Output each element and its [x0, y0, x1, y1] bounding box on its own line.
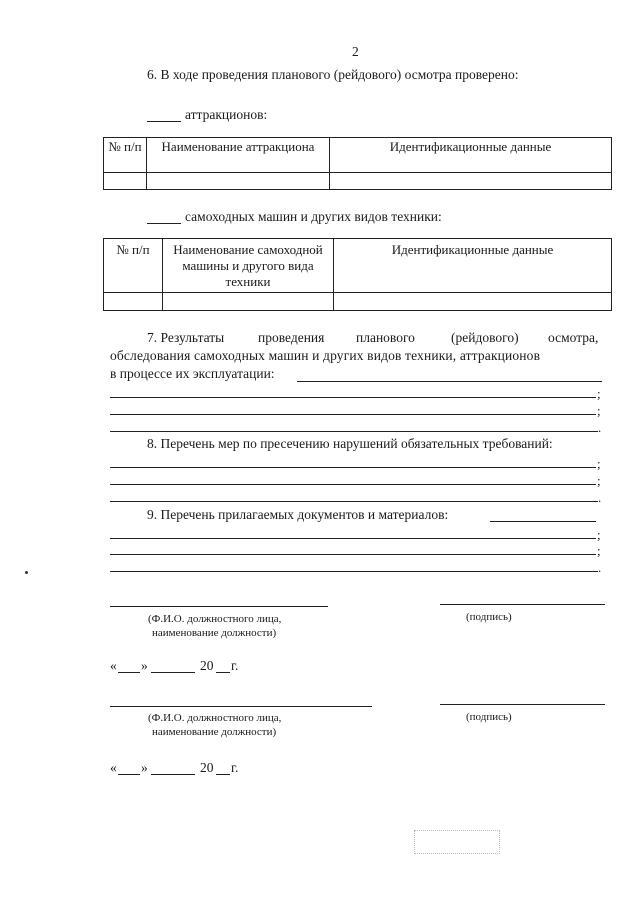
- table-cell[interactable]: [330, 173, 612, 190]
- signature-line[interactable]: [440, 704, 605, 705]
- section-7-word-2: проведения: [258, 330, 325, 345]
- semicolon: ;: [597, 543, 601, 558]
- date-year-blank[interactable]: [216, 774, 230, 775]
- date-year-prefix: 20: [200, 658, 214, 673]
- date-month-blank[interactable]: [151, 672, 195, 673]
- page-number: 2: [352, 44, 359, 59]
- date-year-blank[interactable]: [216, 672, 230, 673]
- attractions-label: аттракционов:: [185, 107, 268, 122]
- period: .: [598, 420, 602, 435]
- table-header-id-data: Идентификационные данные: [330, 138, 612, 173]
- machines-label: самоходных машин и других видов техники:: [185, 209, 442, 224]
- measures-input-line[interactable]: [110, 484, 596, 485]
- date-open-quote: «: [110, 760, 117, 775]
- fio-line[interactable]: [110, 706, 372, 707]
- date-year-suffix: г.: [231, 658, 239, 673]
- machines-count-blank[interactable]: [147, 223, 181, 224]
- attractions-table: [103, 137, 612, 190]
- semicolon: ;: [597, 456, 601, 471]
- date-close-quote: »: [141, 658, 148, 673]
- signature-line[interactable]: [440, 604, 605, 605]
- measures-input-line[interactable]: [110, 501, 598, 502]
- signature-label: (подпись): [466, 611, 512, 623]
- section-9-heading: 9. Перечень прилагаемых документов и материалов:: [147, 507, 449, 522]
- fio-line[interactable]: [110, 606, 328, 607]
- period: .: [598, 560, 602, 575]
- table-cell[interactable]: [147, 173, 330, 190]
- table-header-name: Наименование самоходной машины и другого вида техники: [163, 239, 334, 293]
- table-cell[interactable]: [334, 293, 612, 311]
- position-label: наименование должности): [152, 726, 277, 738]
- table-cell[interactable]: [104, 173, 147, 190]
- section-7-word-4: (рейдового): [451, 330, 519, 345]
- table-cell[interactable]: [104, 293, 163, 311]
- date-month-blank[interactable]: [151, 774, 195, 775]
- date-open-quote: «: [110, 658, 117, 673]
- date-day-blank[interactable]: [118, 774, 140, 775]
- faint-stamp: [414, 830, 500, 854]
- section-7-word-5: осмотра,: [548, 330, 599, 345]
- documents-input-line[interactable]: [110, 538, 596, 539]
- date-year-suffix: г.: [231, 760, 239, 775]
- section-7-line-2: обследования самоходных машин и других видов техники, аттракционов: [110, 348, 541, 363]
- results-input-line[interactable]: [110, 414, 596, 415]
- section-8-heading: 8. Перечень мер по пресечению нарушений обязательных требований:: [147, 436, 553, 451]
- semicolon: ;: [597, 473, 601, 488]
- period: .: [598, 490, 602, 505]
- signature-label: (подпись): [466, 711, 512, 723]
- date-year-prefix: 20: [200, 760, 214, 775]
- semicolon: ;: [597, 403, 601, 418]
- table-header-num: № п/п: [104, 138, 147, 173]
- date-day-blank[interactable]: [118, 672, 140, 673]
- results-input-line[interactable]: [297, 381, 602, 382]
- fio-label: (Ф.И.О. должностного лица,: [148, 613, 282, 625]
- semicolon: ;: [597, 386, 601, 401]
- results-input-line[interactable]: [110, 397, 596, 398]
- measures-input-line[interactable]: [110, 467, 596, 468]
- section-7-line-3: в процессе их эксплуатации:: [110, 366, 275, 381]
- section-7-word-1: 7. Результаты: [147, 330, 225, 345]
- scan-mark: [25, 571, 28, 574]
- machines-table: [103, 238, 612, 311]
- date-close-quote: »: [141, 760, 148, 775]
- section-7-word-3: планового: [356, 330, 415, 345]
- documents-input-line[interactable]: [490, 521, 596, 522]
- attractions-count-blank[interactable]: [147, 121, 181, 122]
- results-input-line[interactable]: [110, 431, 598, 432]
- documents-input-line[interactable]: [110, 571, 598, 572]
- semicolon: ;: [597, 527, 601, 542]
- fio-label: (Ф.И.О. должностного лица,: [148, 712, 282, 724]
- position-label: наименование должности): [152, 627, 277, 639]
- table-header-id-data: Идентификационные данные: [334, 239, 612, 293]
- section-6-heading: 6. В ходе проведения планового (рейдового) осмотра проверено:: [147, 67, 519, 82]
- table-header-name: Наименование аттракциона: [147, 138, 330, 173]
- documents-input-line[interactable]: [110, 554, 596, 555]
- table-header-num: № п/п: [104, 239, 163, 293]
- table-cell[interactable]: [163, 293, 334, 311]
